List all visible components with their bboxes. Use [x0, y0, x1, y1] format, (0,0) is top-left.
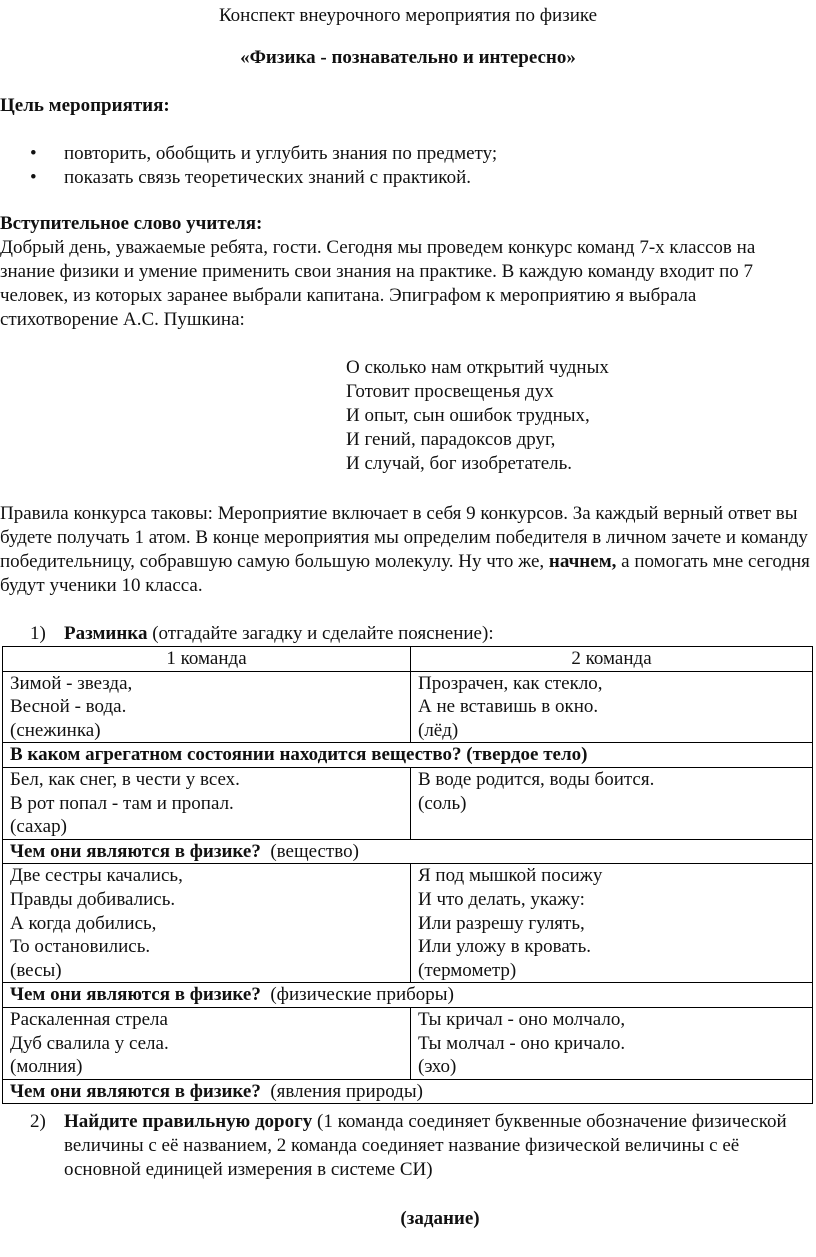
item-number: 2): [30, 1111, 46, 1132]
table-row: [3, 1007, 813, 1079]
riddle-cell: [411, 671, 813, 743]
riddle-answer: (термометр): [418, 959, 517, 981]
riddle-cell: [411, 864, 813, 983]
section-title: Найдите правильную дорогу: [64, 1111, 313, 1132]
riddle-cell: [3, 671, 411, 743]
riddle-cell: [3, 864, 411, 983]
riddles-table: [2, 646, 813, 1104]
riddle-line: Прозрачен, как стекло,: [418, 672, 603, 694]
question-cell: [3, 743, 813, 768]
intro-paragraph: Добрый день, уважаемые ребята, гости. Сегодня мы проведем конкурс команд 7-х классов на знание физики и умение применить свои знания на практике. В каждую команду входит по 7 человек, из которых заранее выбрали капитана. Эпиграфом к мероприятию я выбрала стихотворение А.С. Пушкина:: [0, 237, 756, 330]
section-find-road: [0, 1110, 800, 1182]
riddle-line: Или уложу в кровать.: [418, 936, 592, 958]
goal-item-text: повторить, обобщить и углубить знания по предмету;: [64, 143, 498, 164]
question-cell: [3, 1079, 813, 1104]
riddle-cell: [411, 1007, 813, 1079]
epigraph-poem: [346, 356, 609, 476]
section-warmup: [0, 622, 800, 646]
riddle-answer: (молния): [10, 1056, 83, 1078]
section-text: (1 команда соединяет буквенные обозначение физической величины с её названием, 2 команда соединяет название физической величины с её основной единицей измерения в системе СИ): [64, 1111, 787, 1180]
riddle-line: Или разрешу гулять,: [418, 912, 585, 934]
riddle-line: Бел, как снег, в чести у всех.: [10, 768, 240, 790]
riddle-line: Ты кричал - оно молчало,: [418, 1008, 626, 1030]
question-text: Чем они являются в физике?: [10, 984, 261, 1006]
riddle-line: И что делать, укажу:: [418, 888, 585, 910]
question-row: [3, 1079, 813, 1104]
question-row: [3, 743, 813, 768]
riddle-line: Две сестры качались,: [10, 865, 183, 887]
rules-emphasis: начнем,: [548, 551, 617, 572]
riddle-answer: (лёд): [418, 719, 459, 741]
riddle-line: Зимой - звезда,: [10, 672, 133, 694]
intro-heading: Вступительное слово учителя:: [0, 213, 263, 234]
document-title: Конспект внеурочного мероприятия по физике: [218, 5, 598, 26]
riddle-line: Раскаленная стрела: [10, 1008, 168, 1030]
table-row: [3, 767, 813, 839]
riddle-line: Дуб свалила у села.: [10, 1032, 169, 1054]
section-text: (отгадайте загадку и сделайте пояснение):: [147, 623, 494, 644]
riddle-line: Правды добивались.: [10, 888, 176, 910]
riddle-line: А не вставишь в окно.: [418, 696, 599, 718]
question-answer: (физические приборы): [260, 984, 454, 1006]
question-row: [3, 839, 813, 864]
table-header-row: [3, 647, 813, 672]
rules-text-end: а помогать мне сегодня будут ученики 10 класса.: [0, 551, 810, 596]
bullet-icon: •: [30, 143, 37, 164]
rules-paragraph: [0, 502, 814, 598]
question-cell: [3, 983, 813, 1008]
riddle-answer: (сахар): [10, 816, 67, 838]
riddle-line: Весной - вода.: [10, 696, 127, 718]
goal-list: [0, 142, 800, 190]
riddle-line: То остановились.: [10, 936, 151, 958]
goal-heading: Цель мероприятия:: [0, 95, 170, 116]
document-subtitle: «Физика - познавательно и интересно»: [240, 47, 576, 68]
question-row: [3, 983, 813, 1008]
question-answer: (явления природы): [260, 1080, 423, 1102]
poem-line: О сколько нам открытий чудных: [346, 357, 609, 378]
riddle-cell: [3, 767, 411, 839]
riddle-line: Я под мышкой посижу: [418, 865, 603, 887]
table-row: [3, 671, 813, 743]
question-text: Чем они являются в физике?: [10, 1080, 261, 1102]
table-row: [3, 864, 813, 983]
poem-line: Готовит просвещенья дух: [346, 381, 554, 402]
riddle-line: В воде родится, воды боится.: [418, 768, 655, 790]
goal-item-text: показать связь теоретических знаний с практикой.: [64, 167, 471, 188]
question-cell: [3, 839, 813, 864]
question-text: Чем они являются в физике?: [10, 840, 261, 862]
header-cell: 2 команда: [411, 647, 813, 672]
list-item: [0, 166, 800, 190]
riddle-cell: [411, 767, 813, 839]
list-item: [0, 142, 800, 166]
rules-text: Правила конкурса таковы: Мероприятие включает в себя 9 конкурсов. За каждый верный ответ вы будете получать 1 атом. В конце мероприятия мы определим победителя в личном зачете и команду победительницу, собравшую самую большую молекулу. Ну что же,: [0, 503, 808, 572]
riddle-line: В рот попал - там и пропал.: [10, 792, 234, 814]
poem-line: И гений, парадоксов друг,: [346, 429, 556, 450]
riddle-answer: (снежинка): [10, 719, 101, 741]
riddle-answer: (соль): [418, 792, 467, 814]
question-answer: (вещество): [260, 840, 359, 862]
header-cell: 1 команда: [3, 647, 411, 672]
riddle-answer: (весы): [10, 959, 62, 981]
question-text: В каком агрегатном состоянии находится вещество? (твердое тело): [10, 744, 588, 766]
task-label: (задание): [400, 1208, 480, 1229]
section-title: Разминка: [64, 623, 148, 644]
riddle-line: А когда добились,: [10, 912, 157, 934]
bullet-icon: •: [30, 167, 37, 188]
riddle-answer: (эхо): [418, 1056, 457, 1078]
poem-line: И опыт, сын ошибок трудных,: [346, 405, 590, 426]
item-number: 1): [30, 623, 46, 644]
riddle-line: Ты молчал - оно кричало.: [418, 1032, 626, 1054]
riddle-cell: [3, 1007, 411, 1079]
poem-line: И случай, бог изобретатель.: [346, 453, 573, 474]
